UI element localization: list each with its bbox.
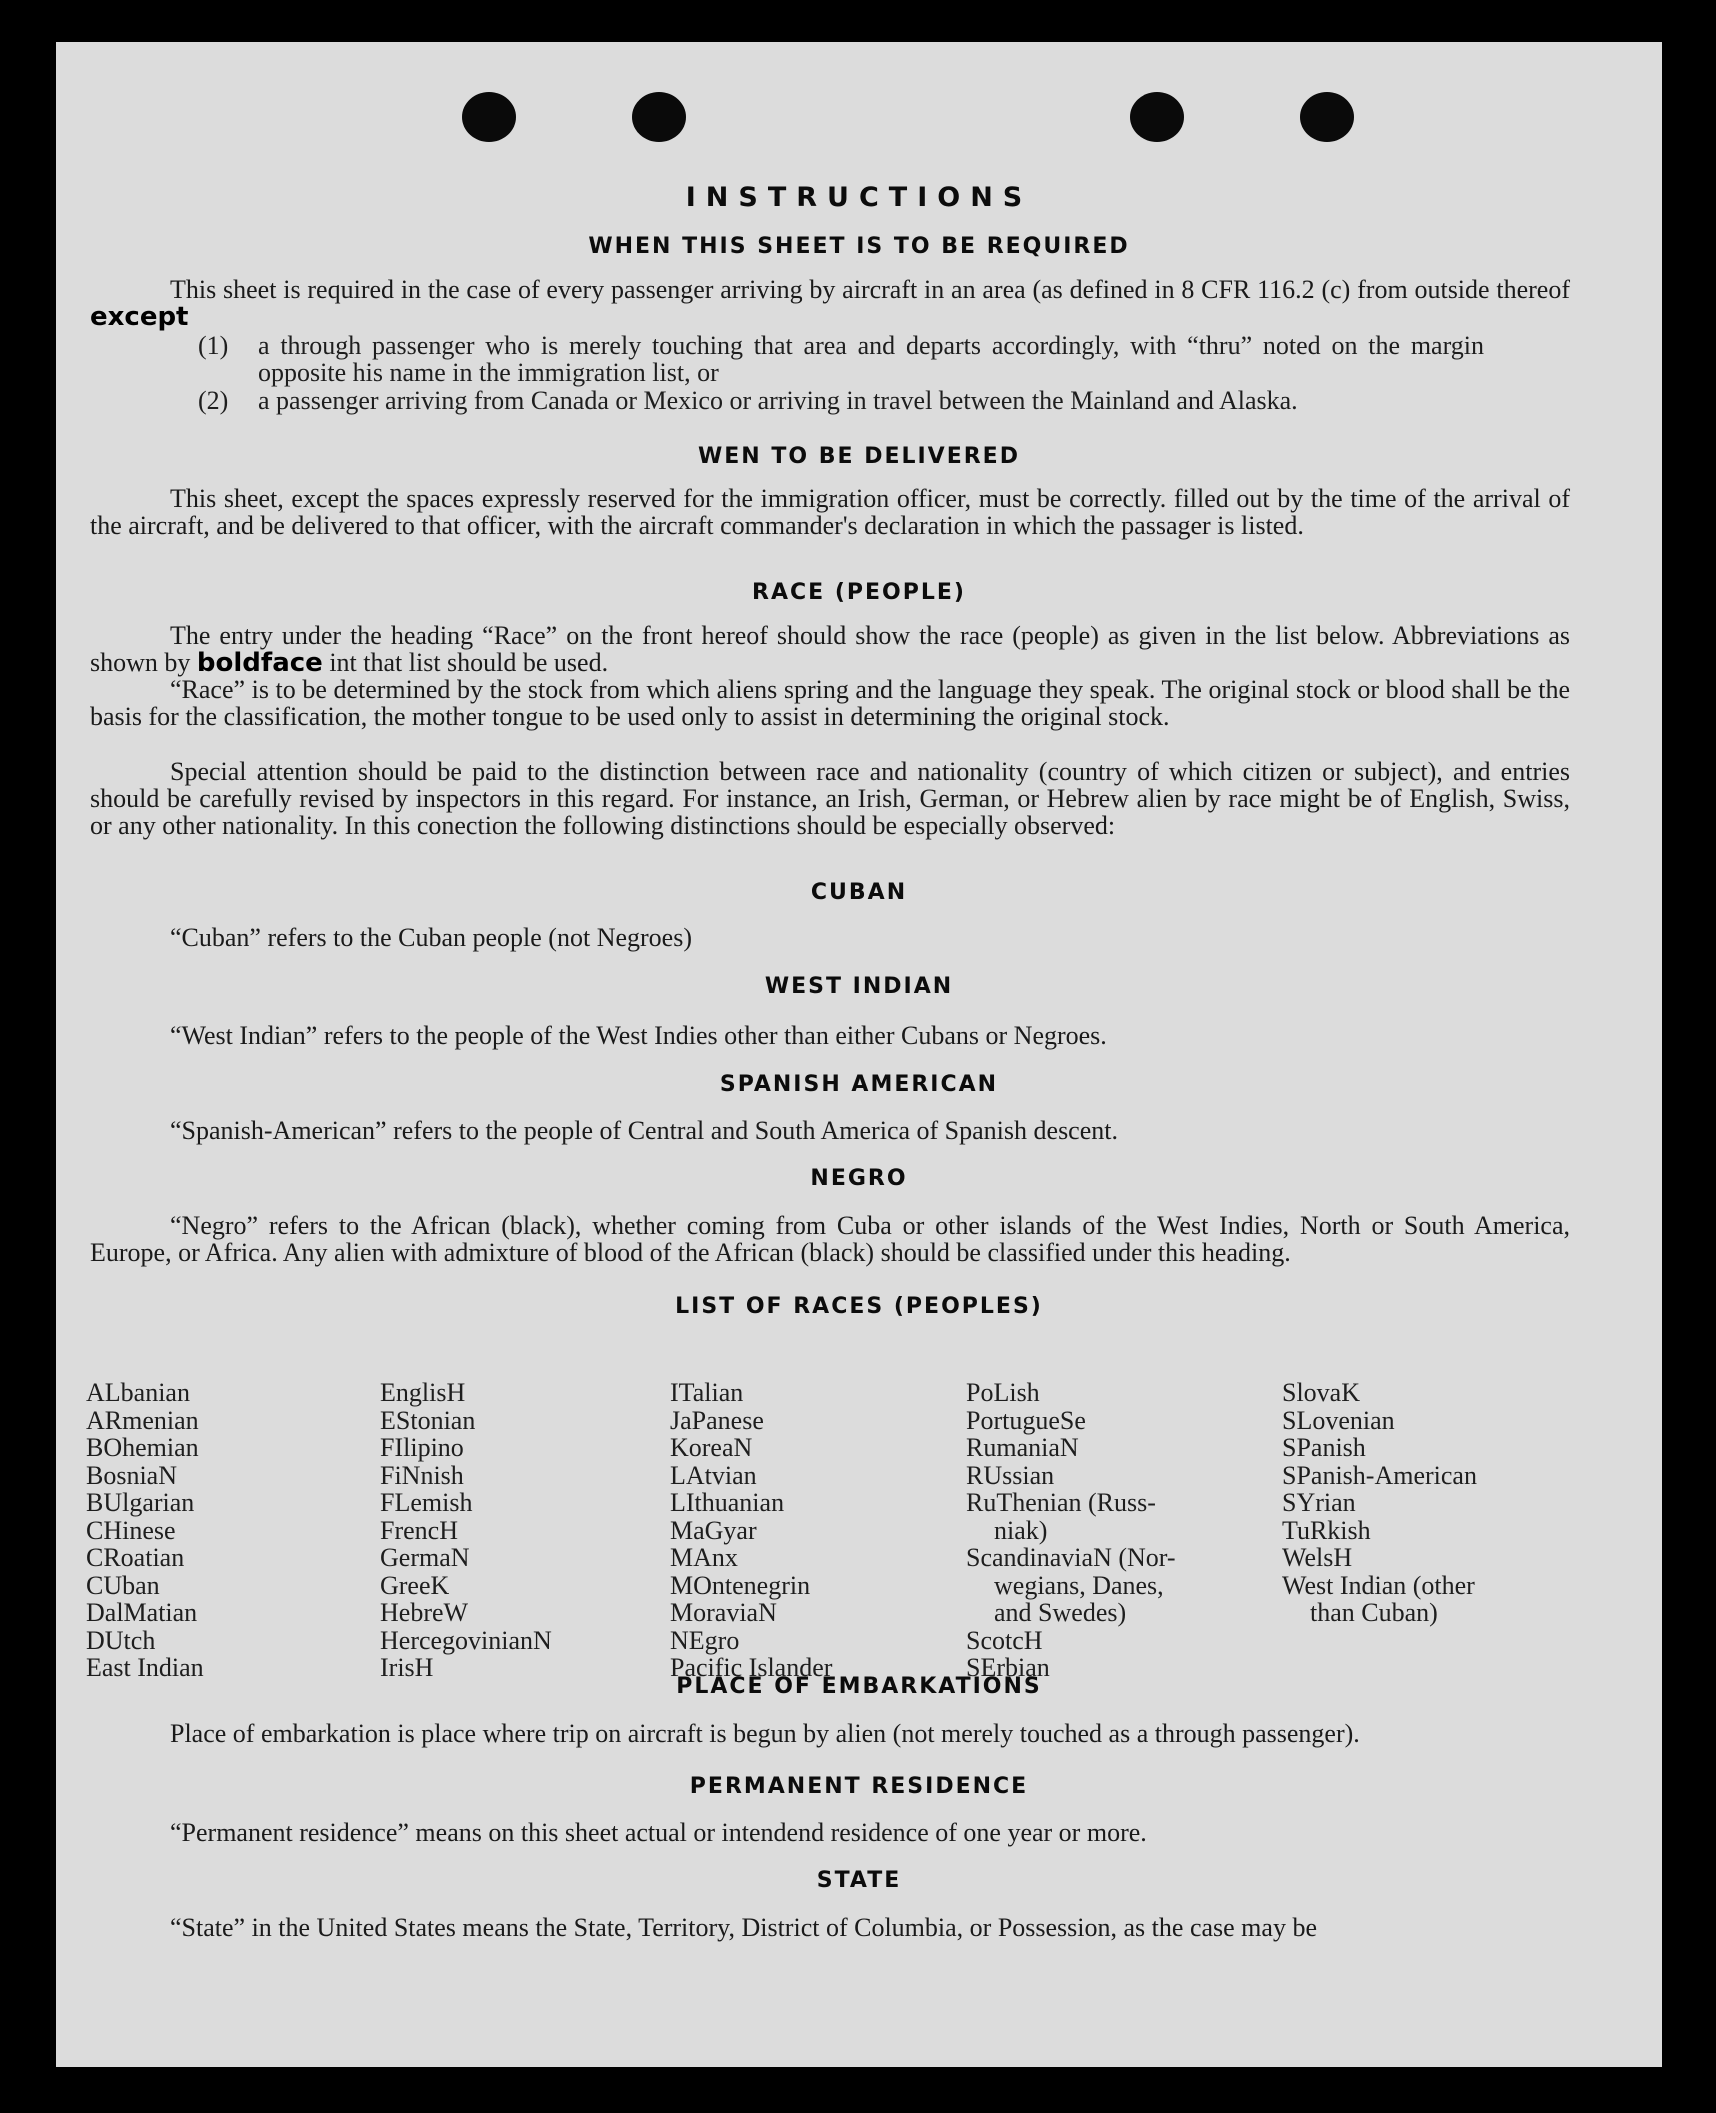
heading-west-indian: WEST INDIAN <box>764 974 954 999</box>
heading-negro: NEGRO <box>810 1166 908 1191</box>
item-text: a through passenger who is merely touching that area and departs accordingly, with “thru” noted on the margin opposite his name in the immigration list, or <box>258 331 1484 387</box>
race-entry: SYrian <box>1282 1488 1356 1517</box>
race-entry-continued: and Swedes) <box>994 1598 1127 1627</box>
punch-hole <box>1300 92 1354 142</box>
race-p1-text: The entry under the heading “Race” on the front hereof should show the race (people) as given in the list below. Abbreviations as shown by <box>90 621 1570 677</box>
race-entry: FIlipino <box>380 1433 464 1462</box>
race-paragraph-3: Special attention should be paid to the distinction between race and nationality (country of which citizen or subject), and entries should be carefully revised by inspectors in this regard. For instance, an Irish, German, or Hebrew alien by race might be of English, Swiss, or any other nationality. In this conection the following distinctions should be especially observed: <box>90 757 1570 840</box>
races-column-1 <box>86 1379 204 1682</box>
race-entry: MoraviaN <box>670 1598 777 1627</box>
race-entry: SPanish <box>1282 1433 1366 1462</box>
races-column-4 <box>966 1379 1176 1682</box>
race-entry: Pacific Islander <box>670 1653 833 1682</box>
heading-list-of-races: LIST OF RACES (PEOPLES) <box>675 1294 1043 1319</box>
race-entry: LAtvian <box>670 1460 757 1490</box>
race-entry: KoreaN <box>670 1433 753 1462</box>
race-entry-continued: niak) <box>994 1515 1048 1545</box>
heading-required: WHEN THIS SHEET IS TO BE REQUIRED <box>588 234 1130 259</box>
race-entry: PoLish <box>966 1378 1040 1407</box>
except-word: except <box>90 302 189 332</box>
race-entry-continued: wegians, Danes, <box>994 1570 1164 1600</box>
document-sheet <box>56 42 1662 2067</box>
race-entry: FiNnish <box>380 1460 464 1490</box>
required-intro <box>90 276 1570 331</box>
race-entry: PortugueSe <box>966 1405 1086 1435</box>
negro-text: “Negro” refers to the African (black), whether coming from Cuba or other islands of the West Indies, North or South America, Europe, or Africa. Any alien with admixture of blood of the African (black) should be classified under this heading. <box>90 1211 1570 1267</box>
race-entry: RuThenian (Russ- <box>966 1488 1156 1517</box>
heading-delivered: WEN TO BE DELIVERED <box>698 444 1020 469</box>
race-entry: JaPanese <box>670 1405 764 1435</box>
heading-cuban: CUBAN <box>810 880 908 905</box>
race-entry: MOntenegrin <box>670 1570 811 1600</box>
race-entry: BOhemian <box>86 1433 199 1462</box>
race-entry: MAnx <box>670 1543 738 1572</box>
race-entry: NEgro <box>670 1625 740 1655</box>
race-entry: MaGyar <box>670 1515 757 1545</box>
cuban-text: “Cuban” refers to the Cuban people (not Negroes) <box>170 923 692 952</box>
race-entry: West Indian (other <box>1282 1570 1475 1600</box>
item-number: (2) <box>198 386 229 415</box>
embarkation-text: Place of embarkation is place where trip on aircraft is begun by alien (not merely touched as a through passenger). <box>170 1719 1360 1748</box>
race-entry: SLovenian <box>1282 1405 1395 1435</box>
race-p1-text-end: int that list should be used. <box>329 648 609 677</box>
heading-state: STATE <box>816 1868 902 1893</box>
heading-race: RACE (PEOPLE) <box>752 580 966 605</box>
race-entry: HercegovinianN <box>380 1625 552 1655</box>
race-entry: FLemish <box>380 1488 473 1517</box>
race-entry: SPanish-American <box>1282 1460 1477 1490</box>
west-indian-text: “West Indian” refers to the people of the West Indies other than either Cubans or Negroes. <box>170 1021 1107 1050</box>
race-paragraph-1 <box>90 622 1570 677</box>
race-entry: ScotcH <box>966 1625 1043 1655</box>
race-entry-continued: than Cuban) <box>1310 1598 1438 1627</box>
race-entry: SlovaK <box>1282 1378 1360 1407</box>
race-entry: HebreW <box>380 1598 469 1627</box>
page-title: INSTRUCTIONS <box>685 182 1033 213</box>
residence-text: “Permanent residence” means on this sheet actual or intendend residence of one year or more. <box>170 1818 1147 1847</box>
race-entry: ScandinaviaN (Nor- <box>966 1543 1176 1572</box>
state-text: “State” in the United States means the State, Territory, District of Columbia, or Possession, as the case may be <box>170 1913 1317 1942</box>
race-entry: DalMatian <box>86 1598 198 1627</box>
race-entry: GreeK <box>380 1570 450 1600</box>
race-entry: SErbian <box>966 1653 1050 1682</box>
race-entry: FrencH <box>380 1515 458 1545</box>
punch-hole <box>632 92 686 142</box>
race-entry: ITalian <box>670 1378 744 1407</box>
punch-hole <box>462 92 516 142</box>
race-entry: RUssian <box>966 1460 1055 1490</box>
races-column-5 <box>1282 1379 1477 1627</box>
races-column-3 <box>670 1379 832 1682</box>
delivered-text: This sheet, except the spaces expressly reserved for the immigration officer, must be correctly. filled out by the time of the arrival of the aircraft, and be delivered to that officer, with the aircraft commander's declaration in which the passager is listed. <box>90 484 1570 540</box>
race-entry: TuRkish <box>1282 1515 1371 1545</box>
race-entry: IrisH <box>380 1653 434 1682</box>
race-entry: WelsH <box>1282 1543 1353 1572</box>
race-entry: CHinese <box>86 1515 176 1545</box>
required-intro-text: This sheet is required in the case of every passenger arriving by aircraft in an area (as defined in 8 CFR 116.2 (c) from outside thereof <box>170 275 1570 304</box>
race-entry: EnglisH <box>380 1378 466 1407</box>
race-entry: GermaN <box>380 1543 470 1572</box>
race-entry: ALbanian <box>86 1378 190 1407</box>
item-number: (1) <box>198 331 229 360</box>
race-entry: DUtch <box>86 1625 156 1655</box>
race-paragraph-2: “Race” is to be determined by the stock from which aliens spring and the language they speak. The original stock or blood shall be the basis for the classification, the mother tongue to be used only to assist in determining the original stock. <box>90 675 1570 731</box>
race-entry: BUlgarian <box>86 1488 195 1517</box>
race-entry: RumaniaN <box>966 1433 1079 1462</box>
item-text: a passenger arriving from Canada or Mexico or arriving in travel between the Mainland and Alaska. <box>258 386 1298 415</box>
race-entry: BosniaN <box>86 1460 177 1490</box>
spanish-american-text: “Spanish-American” refers to the people of Central and South America of Spanish descent. <box>170 1116 1118 1145</box>
boldface-word: boldface <box>196 648 323 678</box>
race-entry: LIthuanian <box>670 1488 785 1517</box>
heading-embarkation: PLACE OF EMBARKATIONS <box>676 1674 1042 1699</box>
heading-permanent-residence: PERMANENT RESIDENCE <box>689 1774 1029 1799</box>
race-entry: CUban <box>86 1570 160 1600</box>
races-column-2 <box>380 1379 552 1682</box>
race-entry: East Indian <box>86 1653 204 1682</box>
race-entry: EStonian <box>380 1405 476 1435</box>
heading-spanish-american: SPANISH AMERICAN <box>719 1072 999 1097</box>
race-entry: ARmenian <box>86 1405 199 1435</box>
punch-hole <box>1130 92 1184 142</box>
race-entry: CRoatian <box>86 1543 185 1572</box>
